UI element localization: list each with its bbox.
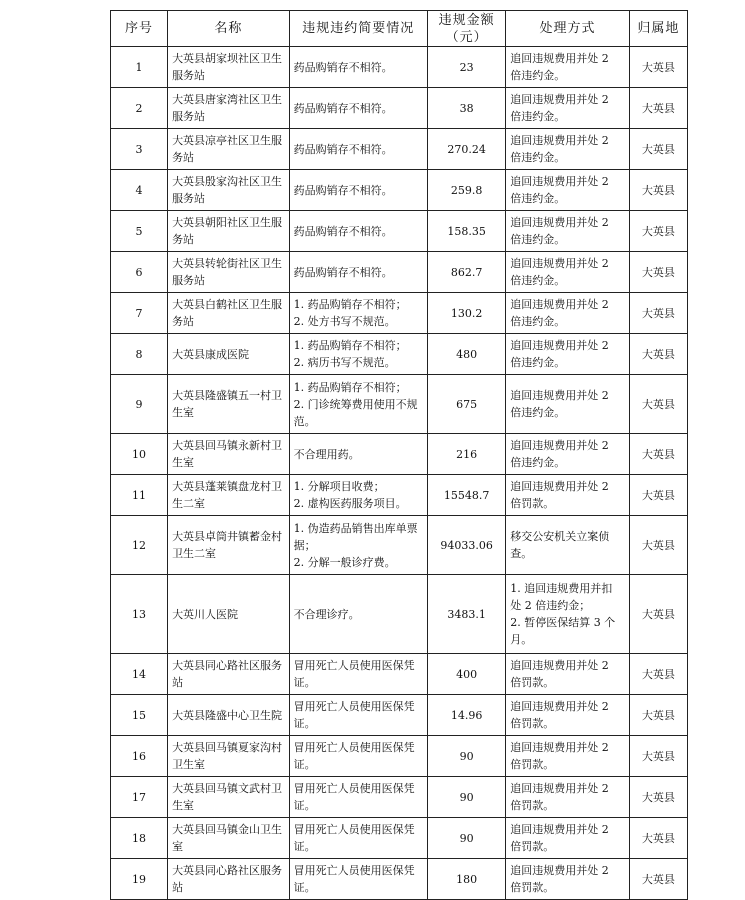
process-line: 移交公安机关立案侦 <box>510 530 610 543</box>
header-no: 序号 <box>111 11 168 47</box>
cell-description <box>289 334 427 375</box>
cell-location: 大英县 <box>629 516 687 575</box>
cell-description <box>289 293 427 334</box>
cell-description <box>289 375 427 434</box>
description-line: 药品购销存不相符。 <box>293 101 393 115</box>
table-body <box>111 47 688 900</box>
process-line: 追回违规费用并处 2 <box>510 216 609 229</box>
cell-amount: 216 <box>428 434 506 475</box>
description-line: 不合理用药。 <box>293 447 360 461</box>
description-line: 1. 药品购销存不相符； <box>293 298 407 311</box>
table-row <box>111 736 688 777</box>
cell-process <box>506 736 630 777</box>
cell-name <box>168 252 290 293</box>
name-line: 大英县殷家沟社区卫生 <box>172 175 283 188</box>
table-row <box>111 777 688 818</box>
cell-location: 大英县 <box>629 47 687 88</box>
description-line: 2. 处方书写不规范。 <box>293 315 396 328</box>
name-line: 大英县隆盛镇五一村卫 <box>172 389 283 402</box>
description-line: 1. 分解项目收费； <box>293 480 385 493</box>
cell-process <box>506 434 630 475</box>
description-line: 不合理诊疗。 <box>293 607 360 621</box>
cell-no: 13 <box>111 575 168 654</box>
name-line: 大英川人医院 <box>172 607 239 621</box>
cell-amount: 400 <box>428 654 506 695</box>
name-line: 卫生室 <box>172 758 206 771</box>
cell-amount: 23 <box>428 47 506 88</box>
name-line: 大英县康成医院 <box>172 347 250 361</box>
description-line: 药品购销存不相符。 <box>293 224 393 238</box>
cell-no: 4 <box>111 170 168 211</box>
process-line: 追回违规费用并处 2 <box>510 389 609 402</box>
cell-description <box>289 695 427 736</box>
cell-name <box>168 654 290 695</box>
name-line: 大英县同心路社区服务 <box>172 864 283 877</box>
cell-process <box>506 516 630 575</box>
cell-name <box>168 375 290 434</box>
table-row <box>111 252 688 293</box>
name-line: 站 <box>172 676 184 689</box>
cell-process <box>506 170 630 211</box>
cell-no: 17 <box>111 777 168 818</box>
cell-process <box>506 818 630 859</box>
cell-description <box>289 818 427 859</box>
name-line: 服务站 <box>172 274 206 287</box>
description-line: 冒用死亡人员使用医保凭 <box>293 741 415 754</box>
cell-process <box>506 334 630 375</box>
header-amount <box>428 11 506 47</box>
cell-description <box>289 777 427 818</box>
process-line: 倍罚款。 <box>510 840 555 853</box>
name-line: 大英县转轮街社区卫生 <box>172 257 283 270</box>
cell-description <box>289 211 427 252</box>
process-line: 倍违约金。 <box>510 274 566 287</box>
description-line: 冒用死亡人员使用医保凭 <box>293 700 415 713</box>
cell-no: 15 <box>111 695 168 736</box>
header-amount-line2: （元） <box>445 29 488 45</box>
table-row <box>111 375 688 434</box>
process-line: 追回违规费用并处 2 <box>510 257 609 270</box>
table-row <box>111 475 688 516</box>
name-line: 大英县唐家湾社区卫生 <box>172 93 283 106</box>
table-row <box>111 516 688 575</box>
process-line: 倍罚款。 <box>510 758 555 771</box>
process-line: 追回违规费用并处 2 <box>510 339 609 352</box>
cell-location: 大英县 <box>629 129 687 170</box>
cell-location: 大英县 <box>629 293 687 334</box>
cell-location: 大英县 <box>629 375 687 434</box>
cell-name <box>168 47 290 88</box>
process-line: 倍违约金。 <box>510 151 566 164</box>
header-process: 处理方式 <box>506 11 630 47</box>
cell-location: 大英县 <box>629 777 687 818</box>
name-line: 大英县回马镇永新村卫 <box>172 439 283 452</box>
cell-amount: 259.8 <box>428 170 506 211</box>
process-line: 追回违规费用并处 2 <box>510 782 609 795</box>
cell-location: 大英县 <box>629 334 687 375</box>
name-line: 大英县蓬莱镇盘龙村卫 <box>172 480 283 493</box>
cell-process <box>506 695 630 736</box>
cell-location: 大英县 <box>629 170 687 211</box>
process-line: 月。 <box>510 633 533 646</box>
cell-no: 5 <box>111 211 168 252</box>
process-line: 追回违规费用并处 2 <box>510 134 609 147</box>
cell-no: 14 <box>111 654 168 695</box>
cell-location: 大英县 <box>629 695 687 736</box>
description-line: 冒用死亡人员使用医保凭 <box>293 864 415 877</box>
cell-description <box>289 575 427 654</box>
name-line: 生室 <box>172 456 195 469</box>
cell-name <box>168 88 290 129</box>
table-row <box>111 434 688 475</box>
process-line: 倍违约金。 <box>510 356 566 369</box>
process-line: 追回违规费用并处 2 <box>510 298 609 311</box>
process-line: 倍罚款。 <box>510 799 555 812</box>
process-line: 2. 暂停医保结算 3 个 <box>510 616 616 629</box>
cell-process <box>506 252 630 293</box>
cell-process <box>506 575 630 654</box>
name-line: 卫生二室 <box>172 547 217 560</box>
name-line: 站 <box>172 881 184 894</box>
cell-no: 18 <box>111 818 168 859</box>
description-line: 冒用死亡人员使用医保凭 <box>293 659 415 672</box>
name-line: 大英县卓筒井镇蓄金村 <box>172 530 283 543</box>
description-line: 证。 <box>293 881 316 894</box>
name-line: 大英县回马镇金山卫生 <box>172 823 283 836</box>
description-line: 证。 <box>293 758 316 771</box>
cell-amount: 90 <box>428 777 506 818</box>
description-line: 药品购销存不相符。 <box>293 142 393 156</box>
cell-name <box>168 170 290 211</box>
process-line: 追回违规费用并处 2 <box>510 52 609 65</box>
cell-location: 大英县 <box>629 654 687 695</box>
cell-name <box>168 334 290 375</box>
name-line: 大英县回马镇文武村卫 <box>172 782 283 795</box>
cell-process <box>506 475 630 516</box>
cell-amount: 3483.1 <box>428 575 506 654</box>
cell-amount: 94033.06 <box>428 516 506 575</box>
process-line: 追回违规费用并处 2 <box>510 480 609 493</box>
cell-description <box>289 736 427 777</box>
name-line: 生室 <box>172 406 195 419</box>
name-line: 大英县同心路社区服务 <box>172 659 283 672</box>
cell-description <box>289 129 427 170</box>
name-line: 务站 <box>172 315 195 328</box>
table-row <box>111 859 688 900</box>
cell-no: 10 <box>111 434 168 475</box>
name-line: 大英县朝阳社区卫生服 <box>172 216 283 229</box>
name-line: 生二室 <box>172 497 206 510</box>
description-line: 1. 药品购销存不相符； <box>293 380 407 394</box>
process-line: 追回违规费用并处 2 <box>510 700 609 713</box>
description-line: 2. 门诊统筹费用使用不规 <box>293 397 418 411</box>
name-line: 服务站 <box>172 69 206 82</box>
header-name: 名称 <box>168 11 290 47</box>
cell-amount: 480 <box>428 334 506 375</box>
process-line: 追回违规费用并处 2 <box>510 93 609 106</box>
header-amount-line1: 违规金额 <box>438 12 495 28</box>
name-line: 生室 <box>172 799 195 812</box>
cell-name <box>168 434 290 475</box>
cell-description <box>289 252 427 293</box>
table-header-row <box>111 11 688 47</box>
cell-amount: 675 <box>428 375 506 434</box>
cell-location: 大英县 <box>629 211 687 252</box>
cell-process <box>506 293 630 334</box>
description-line: 证。 <box>293 840 316 853</box>
process-line: 追回违规费用并处 2 <box>510 175 609 188</box>
cell-description <box>289 859 427 900</box>
description-line: 药品购销存不相符。 <box>293 265 393 279</box>
name-line: 大英县回马镇夏家沟村 <box>172 741 283 754</box>
cell-description <box>289 47 427 88</box>
cell-amount: 90 <box>428 818 506 859</box>
cell-description <box>289 654 427 695</box>
process-line: 倍罚款。 <box>510 497 555 510</box>
description-line: 2. 分解一般诊疗费。 <box>293 555 396 569</box>
cell-amount: 130.2 <box>428 293 506 334</box>
cell-no: 7 <box>111 293 168 334</box>
cell-process <box>506 47 630 88</box>
cell-location: 大英县 <box>629 475 687 516</box>
table-row <box>111 818 688 859</box>
process-line: 追回违规费用并处 2 <box>510 741 609 754</box>
description-line: 冒用死亡人员使用医保凭 <box>293 782 415 795</box>
cell-location: 大英县 <box>629 736 687 777</box>
cell-process <box>506 129 630 170</box>
cell-name <box>168 293 290 334</box>
cell-no: 6 <box>111 252 168 293</box>
cell-description <box>289 88 427 129</box>
cell-name <box>168 475 290 516</box>
description-line: 2. 病历书写不规范。 <box>293 356 396 369</box>
header-description: 违规违约简要情况 <box>289 11 427 47</box>
cell-no: 3 <box>111 129 168 170</box>
cell-name <box>168 859 290 900</box>
name-line: 服务站 <box>172 192 206 205</box>
cell-no: 9 <box>111 375 168 434</box>
table-row <box>111 293 688 334</box>
description-line: 证。 <box>293 676 316 689</box>
cell-description <box>289 475 427 516</box>
table-row <box>111 88 688 129</box>
name-line: 大英县白鹤社区卫生服 <box>172 298 283 311</box>
name-line: 大英县胡家坝社区卫生 <box>172 52 283 65</box>
cell-name <box>168 695 290 736</box>
process-line: 倍罚款。 <box>510 717 555 730</box>
name-line: 务站 <box>172 233 195 246</box>
process-line: 倍违约金。 <box>510 456 566 469</box>
cell-description <box>289 516 427 575</box>
cell-name <box>168 129 290 170</box>
cell-process <box>506 654 630 695</box>
cell-no: 1 <box>111 47 168 88</box>
cell-amount: 158.35 <box>428 211 506 252</box>
description-line: 药品购销存不相符。 <box>293 60 393 74</box>
description-line: 药品购销存不相符。 <box>293 183 393 197</box>
cell-amount: 90 <box>428 736 506 777</box>
cell-name <box>168 818 290 859</box>
cell-no: 12 <box>111 516 168 575</box>
cell-amount: 14.96 <box>428 695 506 736</box>
process-line: 1. 追回违规费用并扣 <box>510 582 613 595</box>
process-line: 倍违约金。 <box>510 110 566 123</box>
description-line: 1. 伪造药品销售出库单票 <box>293 521 418 535</box>
cell-amount: 38 <box>428 88 506 129</box>
cell-process <box>506 777 630 818</box>
cell-amount: 862.7 <box>428 252 506 293</box>
cell-process <box>506 375 630 434</box>
description-line: 证。 <box>293 799 316 812</box>
process-line: 倍违约金。 <box>510 192 566 205</box>
name-line: 室 <box>172 840 184 853</box>
name-line: 服务站 <box>172 110 206 123</box>
cell-name <box>168 777 290 818</box>
cell-name <box>168 516 290 575</box>
cell-description <box>289 434 427 475</box>
cell-process <box>506 859 630 900</box>
process-line: 倍违约金。 <box>510 233 566 246</box>
name-line: 大英县凉亭社区卫生服 <box>172 134 283 147</box>
cell-location: 大英县 <box>629 818 687 859</box>
cell-location: 大英县 <box>629 575 687 654</box>
cell-process <box>506 88 630 129</box>
cell-name <box>168 211 290 252</box>
table-row <box>111 695 688 736</box>
description-line: 1. 药品购销存不相符； <box>293 339 407 352</box>
cell-no: 8 <box>111 334 168 375</box>
cell-no: 11 <box>111 475 168 516</box>
table-row <box>111 654 688 695</box>
description-line: 范。 <box>293 414 316 428</box>
table-row <box>111 170 688 211</box>
cell-name <box>168 736 290 777</box>
cell-name <box>168 575 290 654</box>
table-row <box>111 129 688 170</box>
process-line: 处 2 倍违约金； <box>510 599 591 612</box>
process-line: 倍违约金。 <box>510 69 566 82</box>
cell-location: 大英县 <box>629 859 687 900</box>
description-line: 2. 虚构医药服务项目。 <box>293 497 407 510</box>
description-line: 证。 <box>293 717 316 730</box>
process-line: 查。 <box>510 547 533 560</box>
cell-location: 大英县 <box>629 252 687 293</box>
violations-table <box>110 10 688 900</box>
name-line: 大英县隆盛中心卫生院 <box>172 708 283 722</box>
table-row <box>111 334 688 375</box>
process-line: 倍违约金。 <box>510 406 566 419</box>
table-row <box>111 211 688 252</box>
cell-location: 大英县 <box>629 88 687 129</box>
cell-no: 16 <box>111 736 168 777</box>
cell-process <box>506 211 630 252</box>
process-line: 追回违规费用并处 2 <box>510 439 609 452</box>
description-line: 冒用死亡人员使用医保凭 <box>293 823 415 836</box>
header-location: 归属地 <box>629 11 687 47</box>
cell-no: 19 <box>111 859 168 900</box>
process-line: 追回违规费用并处 2 <box>510 659 609 672</box>
cell-description <box>289 170 427 211</box>
process-line: 追回违规费用并处 2 <box>510 823 609 836</box>
process-line: 倍罚款。 <box>510 676 555 689</box>
table-row <box>111 47 688 88</box>
process-line: 倍罚款。 <box>510 881 555 894</box>
cell-amount: 15548.7 <box>428 475 506 516</box>
name-line: 务站 <box>172 151 195 164</box>
cell-amount: 180 <box>428 859 506 900</box>
description-line: 据； <box>293 538 316 552</box>
table-row <box>111 575 688 654</box>
process-line: 倍违约金。 <box>510 315 566 328</box>
cell-location: 大英县 <box>629 434 687 475</box>
cell-no: 2 <box>111 88 168 129</box>
process-line: 追回违规费用并处 2 <box>510 864 609 877</box>
cell-amount: 270.24 <box>428 129 506 170</box>
